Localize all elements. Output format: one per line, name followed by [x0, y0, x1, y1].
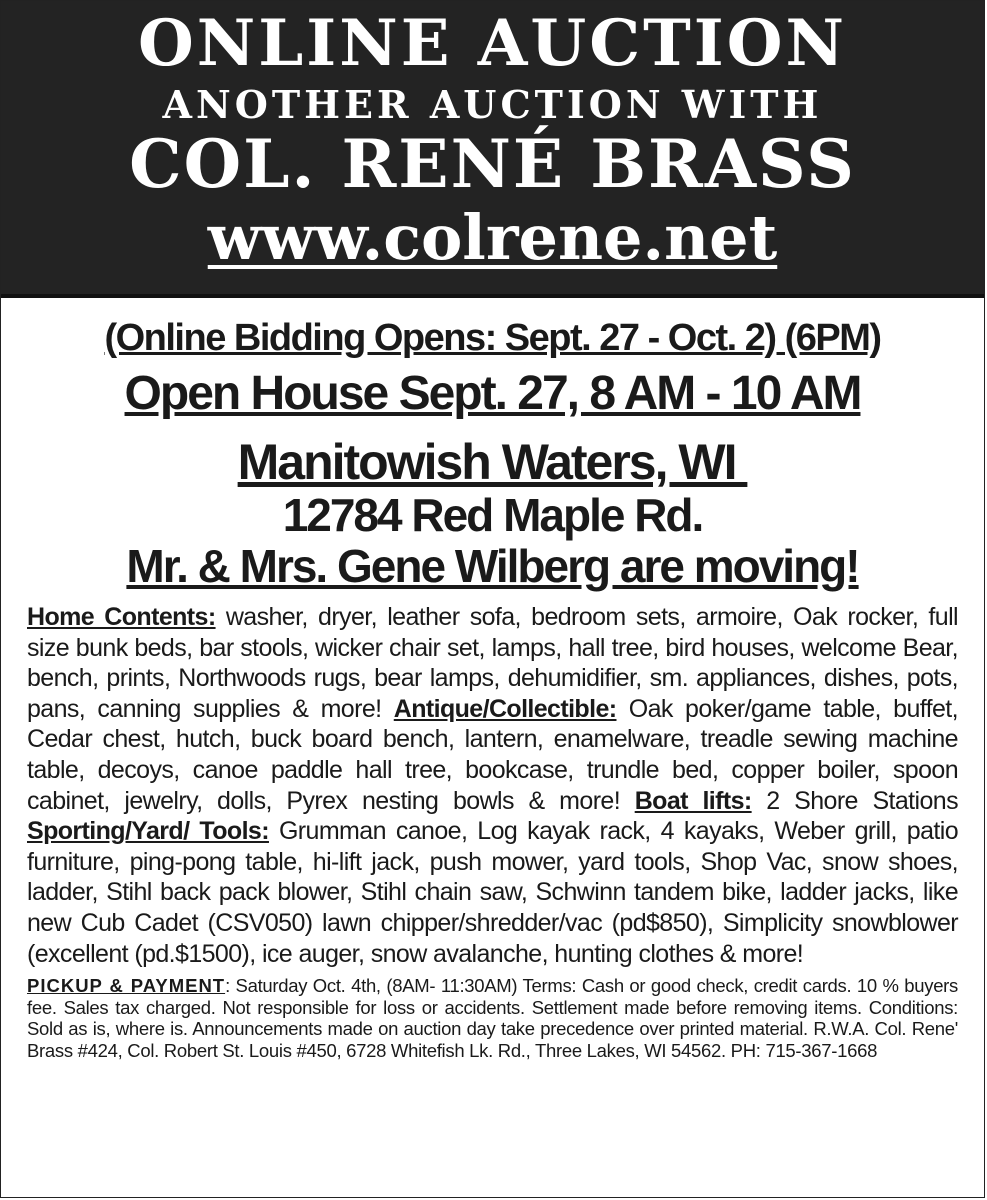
header-banner — [1, 1, 984, 298]
antique-collectible-text: Oak poker/game table, buffet, Cedar chest, hutch, buck board bench, lantern, enamelware, treadle sewing machine table, decoys, canoe paddle hall tree, bookcase, trundle bed, copper boiler, spoon cabinet, jewelry, dolls, Pyrex nesting bowls & more! — [27, 694, 958, 815]
home-contents-text: washer, dryer, leather sofa, bedroom sets, armoire, Oak rocker, full size bunk beds, bar stools, wicker chair set, lamps, hall tree, bird houses, welcome Bear, bench, prints, Northwoods rugs, bear lamps, dehumidifier, sm. appliances, dishes, pots, pans, canning supplies & more! — [27, 603, 958, 723]
boat-lifts-label: Boat lifts: — [634, 786, 752, 815]
sporting-yard-tools-text: Grumman canoe, Log kayak rack, 4 kayaks, Weber grill, patio furniture, ping-pong table, hi-lift jack, push mower, yard tools, Shop Vac, snow shoes, ladder, Stihl back pack blower, Stihl chain saw, Schwinn tandem bike, ladder jacks, like new Cub Cadet (CSV050) lawn chipper/shredder/vac (pd$850), Simplicity snowblower (excellent (pd.$1500), ice auger, snow avalanche, hunting clothes & more! — [27, 817, 959, 968]
sellers-announcement: Mr. & Mrs. Gene Wilberg are moving! — [126, 540, 859, 592]
location: Manitowish Waters, WI — [237, 434, 748, 490]
boat-lifts-text: 2 Shore Stations — [751, 786, 958, 815]
open-house-time: Open House Sept. 27, 8 AM - 10 AM — [124, 367, 861, 420]
antique-collectible-label: Antique/Collectible: — [393, 694, 617, 723]
pickup-payment-terms — [27, 975, 958, 1061]
subheadline: ANOTHER AUCTION WITH — [162, 82, 823, 127]
pickup-payment-label: PICKUP & PAYMENT — [27, 975, 226, 997]
item-listing — [27, 602, 958, 969]
bidding-dates: (Online Bidding Opens: Sept. 27 - Oct. 2) (6PM) — [104, 317, 881, 359]
website-link[interactable]: www.colrene.net — [207, 201, 778, 274]
headline-online-auction: ONLINE AUCTION — [138, 6, 847, 81]
auctioneer-name: COL. RENÉ BRASS — [129, 125, 856, 203]
ad-content — [1, 298, 984, 1062]
address: 12784 Red Maple Rd. — [282, 489, 703, 541]
pickup-payment-text: : Saturday Oct. 4th, (8AM- 11:30AM) Terms: Cash or good check, credit cards. 10 % buyers fee. Sales tax charged. Not responsible for loss or accidents. Settlement made before removing items. Conditions: Sold as is, where is. Announcements made on auction day take precedence over printed material. R.W.A. Col. Rene' Brass #424, Col. Robert St. Louis #450, 6728 Whitefish Lk. Rd., Three Lakes, WI 54562. PH: 715-367-1668 — [27, 975, 958, 1061]
home-contents-label: Home Contents: — [27, 603, 216, 631]
sporting-yard-tools-label: Sporting/Yard/ Tools: — [27, 817, 269, 846]
